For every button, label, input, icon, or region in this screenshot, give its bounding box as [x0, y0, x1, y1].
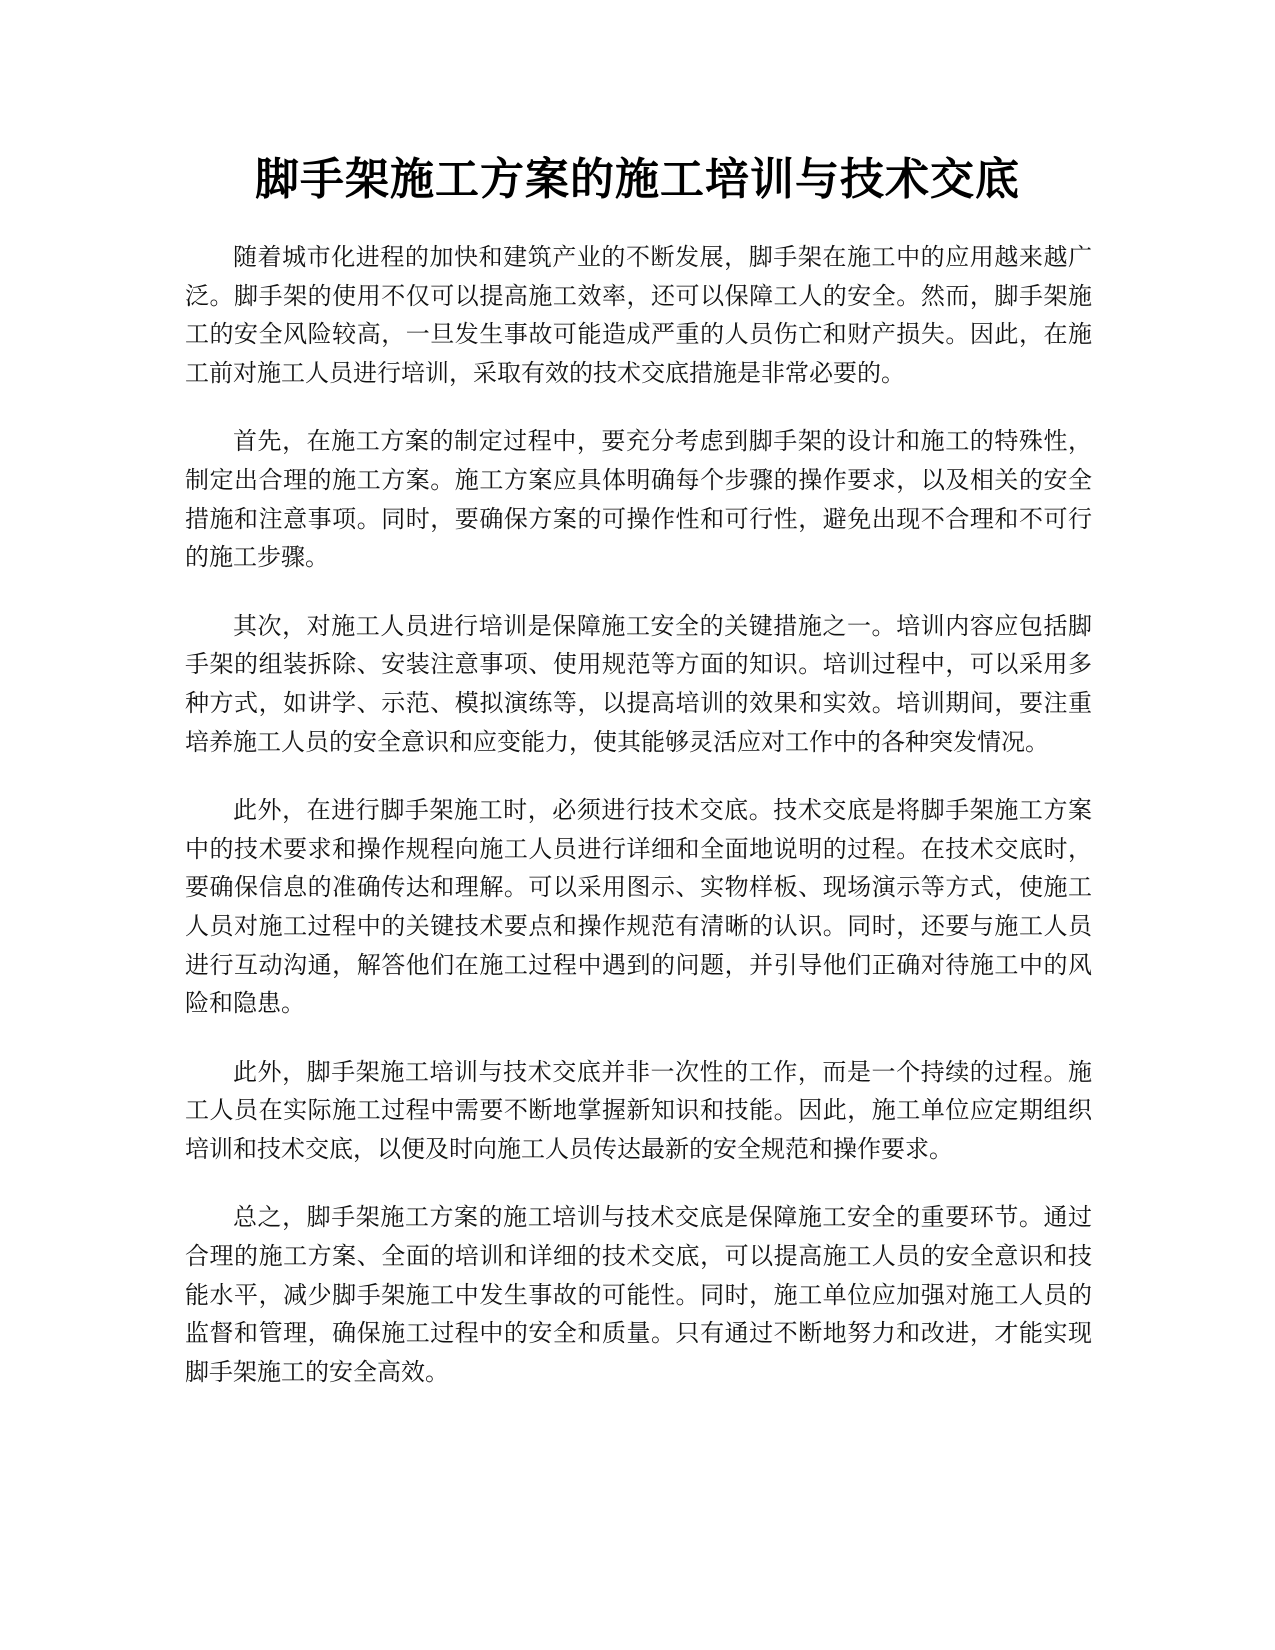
- paragraph-plan: 首先，在施工方案的制定过程中，要充分考虑到脚手架的设计和施工的特殊性，制定出合理的施工方案。施工方案应具体明确每个步骤的操作要求，以及相关的安全措施和注意事项。同时，要确保方案的可操作性和可行性，避免出现不合理和不可行的施工步骤。: [185, 427, 1092, 572]
- document-body: [185, 238, 1092, 1421]
- paragraph-conclusion: 总之，脚手架施工方案的施工培训与技术交底是保障施工安全的重要环节。通过合理的施工方案、全面的培训和详细的技术交底，可以提高施工人员的安全意识和技能水平，减少脚手架施工中发生事故的可能性。同时，施工单位应加强对施工人员的监督和管理，确保施工过程中的安全和质量。只有通过不断地努力和改进，才能实现脚手架施工的安全高效。: [185, 1203, 1092, 1386]
- paragraph-technical-briefing: 此外，在进行脚手架施工时，必须进行技术交底。技术交底是将脚手架施工方案中的技术要求和操作规程向施工人员进行详细和全面地说明的过程。在技术交底时，要确保信息的准确传达和理解。可以采用图示、实物样板、现场演示等方式，使施工人员对施工过程中的关键技术要点和操作规范有清晰的认识。同时，还要与施工人员进行互动沟通，解答他们在施工过程中遇到的问题，并引导他们正确对待施工中的风险和隐患。: [185, 796, 1092, 1018]
- paragraph-training: 其次，对施工人员进行培训是保障施工安全的关键措施之一。培训内容应包括脚手架的组装拆除、安装注意事项、使用规范等方面的知识。培训过程中，可以采用多种方式，如讲学、示范、模拟演练等，以提高培训的效果和实效。培训期间，要注重培养施工人员的安全意识和应变能力，使其能够灵活应对工作中的各种突发情况。: [185, 611, 1092, 756]
- document-title: 脚手架施工方案的施工培训与技术交底: [255, 154, 1020, 205]
- paragraph-continuity: 此外，脚手架施工培训与技术交底并非一次性的工作，而是一个持续的过程。施工人员在实际施工过程中需要不断地掌握新知识和技能。因此，施工单位应定期组织培训和技术交底，以便及时向施工人员传达最新的安全规范和操作要求。: [185, 1057, 1092, 1163]
- paragraph-intro: 随着城市化进程的加快和建筑产业的不断发展，脚手架在施工中的应用越来越广泛。脚手架的使用不仅可以提高施工效率，还可以保障工人的安全。然而，脚手架施工的安全风险较高，一旦发生事故可能造成严重的人员伤亡和财产损失。因此，在施工前对施工人员进行培训，采取有效的技术交底措施是非常必要的。: [185, 243, 1092, 387]
